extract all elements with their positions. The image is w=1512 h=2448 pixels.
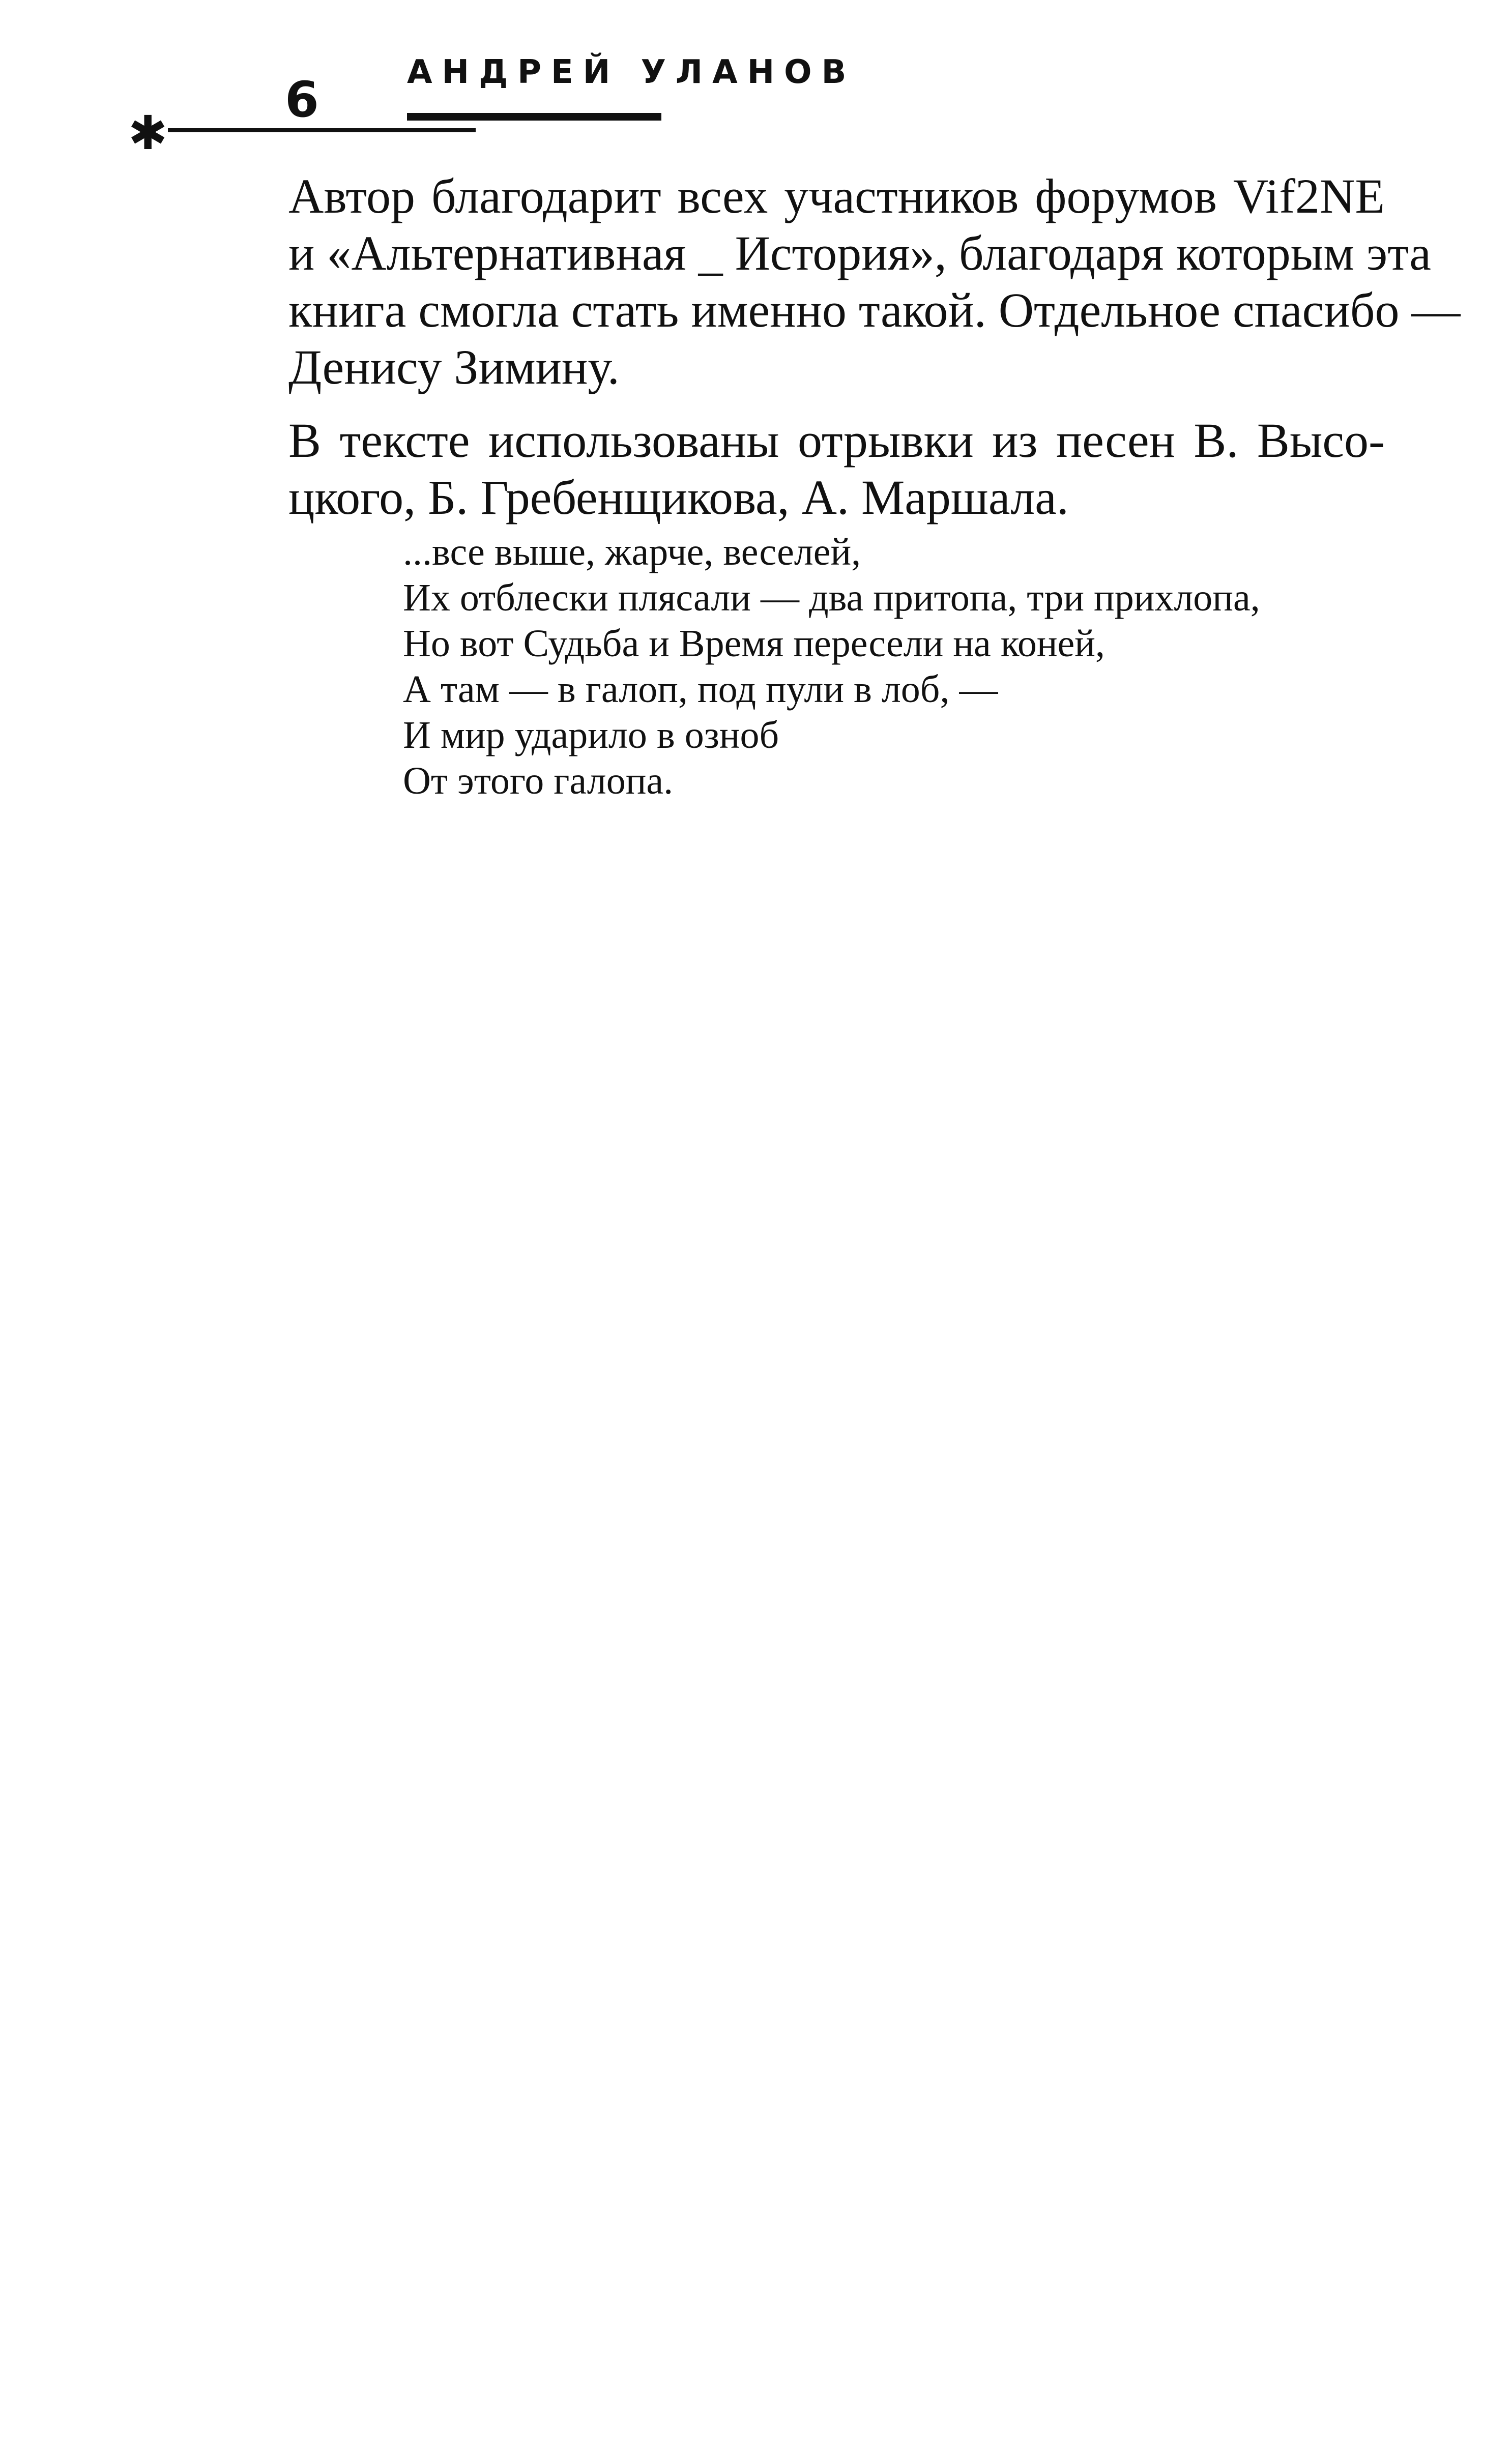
verse-line: Но вот Судьба и Время пересели на коней,: [403, 622, 1105, 665]
header-author-name: АНДРЕЙ УЛАНОВ: [407, 53, 856, 91]
verse-line: ...все выше, жарче, веселей,: [403, 531, 861, 573]
verse-line: И мир ударило в озноб: [403, 714, 779, 756]
acknowledgements-text: [220, 168, 1461, 542]
text-line: Денису Зимину.: [288, 340, 620, 394]
acknowledgement-paragraph: [220, 168, 1461, 396]
verse-line: От этого галопа.: [403, 760, 674, 802]
star-ornament-icon: ✱: [128, 106, 168, 160]
text-line: Автор благодарит всех участников форумов Vif2NE: [288, 169, 1385, 223]
verse-line: А там — в галоп, под пули в лоб, —: [403, 668, 998, 711]
verse-line: Их отблески плясали — два притопа, три прихлопа,: [403, 576, 1260, 619]
text-line: В тексте использованы отрывки из песен В. Высо-: [288, 413, 1385, 468]
page-number: 6: [285, 71, 319, 128]
song-epigraph: [403, 529, 1260, 804]
page-number-rule: [168, 128, 476, 132]
sources-paragraph: [220, 412, 1385, 526]
header-author-rule: [407, 113, 661, 121]
text-line: и «Альтернативная _ История», благодаря которым эта: [288, 226, 1431, 280]
text-line: книга смогла стать именно такой. Отдельное спасибо —: [288, 283, 1461, 337]
text-line: цкого, Б. Гребенщикова, А. Маршала.: [288, 470, 1069, 524]
